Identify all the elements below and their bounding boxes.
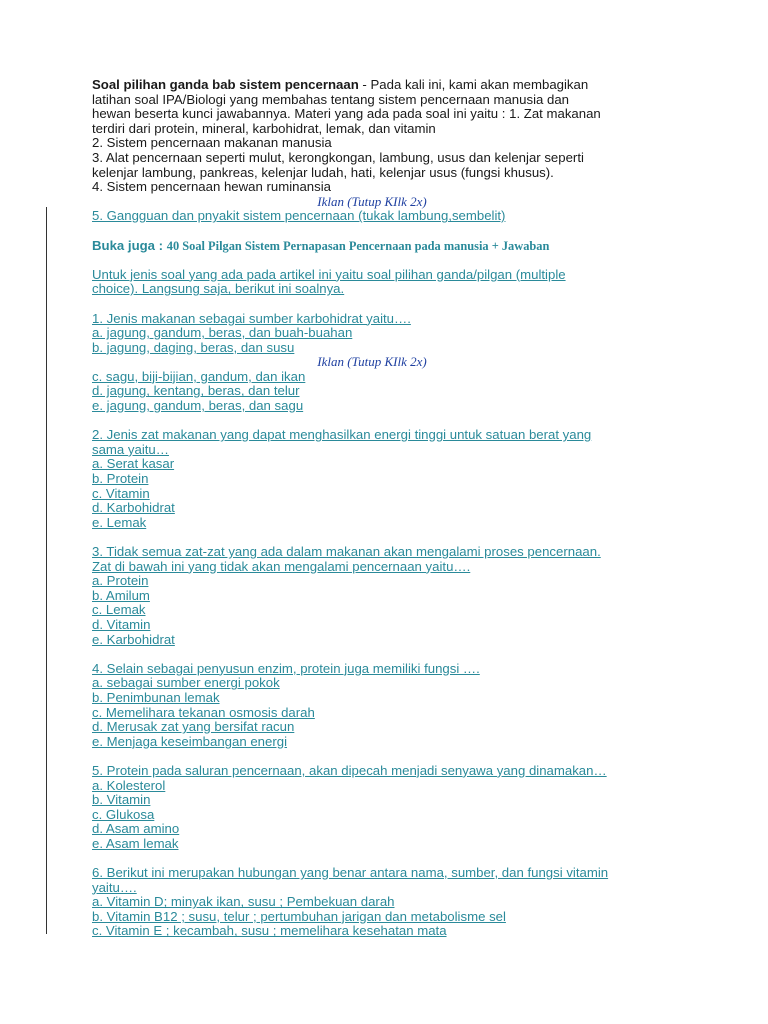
intro-line: hewan beserta kunci jawabannya. Materi yang ada pada soal ini yaitu : 1. Zat makanan [92, 106, 601, 122]
intro-line: 3. Alat pencernaan seperti mulut, kerongkongan, lambung, usus dan kelenjar seperti [92, 149, 584, 165]
question-text[interactable]: 4. Selain sebagai penyusun enzim, protein juga memiliki fungsi …. [92, 660, 480, 676]
answer-option[interactable]: d. Asam amino [92, 821, 180, 837]
intro-line: latihan soal IPA/Biologi yang membahas tentang sistem pencernaan manusia dan [92, 91, 569, 107]
answer-option[interactable]: c. Lemak [92, 602, 146, 618]
answer-option[interactable]: a. Vitamin D; minyak ikan, susu ; Pembekuan darah [92, 894, 395, 910]
intro-line: - Pada kali ini, kami akan membagikan [358, 77, 589, 92]
left-margin-rule [46, 207, 47, 934]
question-1 [92, 312, 692, 414]
spacer [92, 530, 692, 545]
answer-option[interactable]: d. Merusak zat yang bersifat racun [92, 719, 295, 735]
spacer [92, 851, 692, 866]
answer-option[interactable]: c. sagu, biji-bijian, gandum, dan ikan [92, 368, 306, 384]
question-3 [92, 545, 692, 647]
buka-juga-link[interactable]: 40 Soal Pilgan Sistem Pernapasan Pencernaan pada manusia + Jawaban [166, 238, 550, 253]
answer-option[interactable]: c. Memelihara tekanan osmosis darah [92, 704, 315, 720]
question-text[interactable]: Zat di bawah ini yang tidak akan mengalami pencernaan yaitu…. [92, 558, 471, 574]
answer-option[interactable]: b. Protein [92, 471, 149, 487]
question-5 [92, 764, 692, 852]
question-text[interactable]: 1. Jenis makanan sebagai sumber karbohidrat yaitu…. [92, 310, 411, 326]
answer-option[interactable]: c. Glukosa [92, 806, 155, 822]
document-page [92, 78, 692, 939]
answer-option[interactable]: a. jagung, gandum, beras, dan buah-buahan [92, 325, 353, 341]
spacer [92, 414, 692, 429]
question-text[interactable]: sama yaitu… [92, 441, 169, 457]
lead-line[interactable]: Untuk jenis soal yang ada pada artikel ini yaitu soal pilihan ganda/pilgan (multiple [92, 266, 566, 282]
answer-option[interactable]: d. jagung, kentang, beras, dan telur [92, 383, 300, 399]
spacer [92, 647, 692, 662]
question-4 [92, 662, 692, 750]
answer-option[interactable]: b. Vitamin [92, 792, 151, 808]
topic-5-link[interactable]: 5. Gangguan dan pnyakit sistem pencernaan (tukak lambung,sembelit) [92, 208, 506, 224]
lead-line[interactable]: choice). Langsung saja, berikut ini soalnya. [92, 281, 345, 297]
question-text[interactable]: 2. Jenis zat makanan yang dapat menghasilkan energi tinggi untuk satuan berat yang [92, 427, 592, 443]
answer-option[interactable]: e. Asam lemak [92, 835, 179, 851]
spacer [92, 224, 692, 239]
question-6 [92, 866, 692, 939]
answer-option[interactable]: a. sebagai sumber energi pokok [92, 675, 280, 691]
answer-option[interactable]: a. Kolesterol [92, 777, 166, 793]
answer-option[interactable]: a. Protein [92, 573, 149, 589]
intro-line: kelenjar lambung, pankreas, kelenjar ludah, hati, kelenjar usus (fungsi khusus). [92, 164, 554, 180]
question-2 [92, 428, 692, 530]
answer-option[interactable]: a. Serat kasar [92, 456, 175, 472]
answer-option[interactable]: b. Penimbunan lemak [92, 689, 220, 705]
answer-option[interactable]: e. Lemak [92, 514, 147, 530]
spacer [92, 297, 692, 312]
answer-option[interactable]: d. Vitamin [92, 616, 151, 632]
ad-label[interactable]: Iklan (Tutup KIlk 2x) [317, 354, 427, 370]
spacer [92, 749, 692, 764]
answer-option[interactable]: b. Vitamin B12 ; susu, telur ; pertumbuhan jarigan dan metabolisme sel [92, 908, 506, 924]
spacer [92, 253, 692, 268]
intro-line: terdiri dari protein, mineral, karbohidrat, lemak, dan vitamin [92, 120, 436, 136]
answer-option[interactable]: d. Karbohidrat [92, 500, 175, 516]
intro-line: 2. Sistem pencernaan makanan manusia [92, 135, 332, 151]
question-text[interactable]: 3. Tidak semua zat-zat yang ada dalam makanan akan mengalami proses pencernaan. [92, 544, 601, 559]
answer-option[interactable]: e. Karbohidrat [92, 631, 175, 647]
question-text[interactable]: 6. Berikut ini merupakan hubungan yang benar antara nama, sumber, dan fungsi vitamin [92, 865, 609, 881]
answer-option[interactable]: c. Vitamin [92, 485, 150, 501]
ad-label[interactable]: Iklan (Tutup KIlk 2x) [317, 193, 427, 209]
question-text[interactable]: yaitu…. [92, 879, 137, 895]
lead-paragraph[interactable] [92, 268, 692, 297]
buka-juga [92, 239, 692, 254]
answer-option[interactable]: c. Vitamin E ; kecambah, susu ; memelihara kesehatan mata [92, 923, 447, 939]
answer-option[interactable]: e. Menjaga keseimbangan energi [92, 733, 288, 749]
intro-paragraph [92, 78, 692, 195]
intro-title: Soal pilihan ganda bab sistem pencernaan [92, 77, 359, 92]
answer-option[interactable]: b. Amilum [92, 587, 150, 603]
buka-juga-label: Buka juga : [92, 237, 164, 253]
answer-option[interactable]: b. jagung, daging, beras, dan susu [92, 339, 295, 355]
question-text[interactable]: 5. Protein pada saluran pencernaan, akan dipecah menjadi senyawa yang dinamakan… [92, 762, 607, 778]
answer-option[interactable]: e. jagung, gandum, beras, dan sagu [92, 398, 304, 414]
intro-line: 4. Sistem pencernaan hewan ruminansia [92, 179, 331, 195]
